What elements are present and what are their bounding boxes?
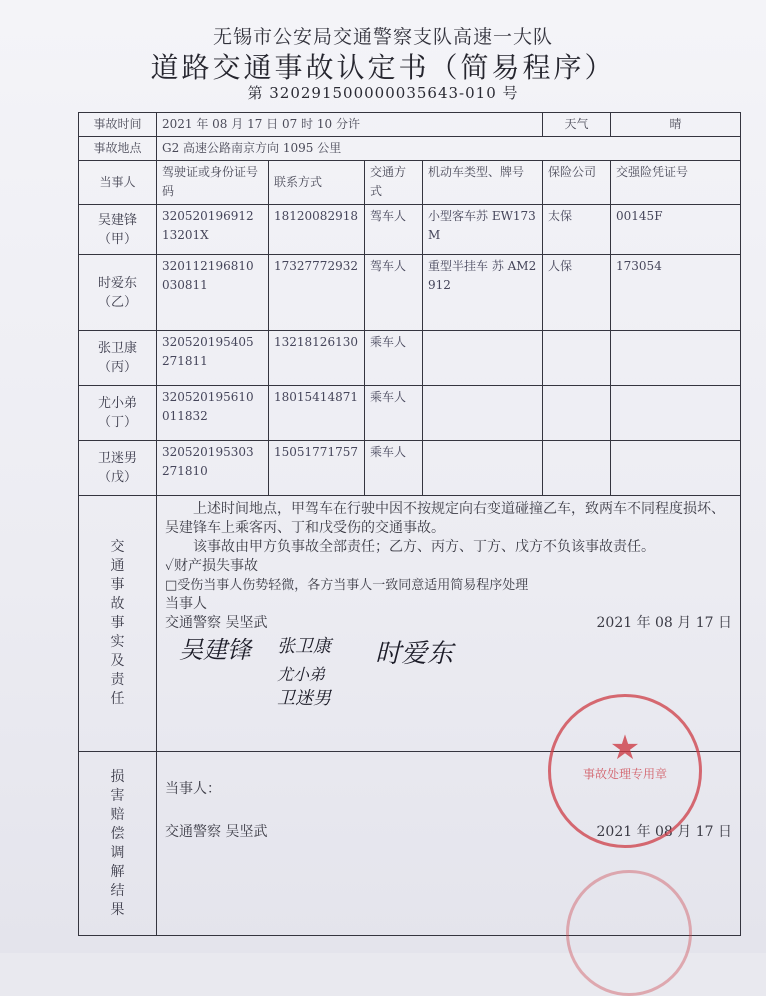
party-id: 320520195405 271811 bbox=[157, 331, 269, 386]
party-tag: （甲） bbox=[97, 231, 137, 247]
col-contact: 联系方式 bbox=[269, 161, 365, 205]
party-signature-label: 当事人 bbox=[165, 596, 207, 612]
col-mode: 交通方式 bbox=[365, 161, 423, 205]
partial-seal bbox=[566, 870, 692, 996]
facts-description: 上述时间地点，甲驾车在行驶中因不按规定向右变道碰撞乙车，致两车不同程度损坏、吴建锋车上乘客丙、丁和戊受伤的交通事故。 bbox=[165, 501, 725, 536]
party-tag: （乙） bbox=[97, 294, 137, 310]
party-mode: 乘车人 bbox=[365, 331, 423, 386]
party-tag: （丁） bbox=[97, 415, 137, 430]
facts-date: 2021 年 08 月 17 日 bbox=[596, 615, 733, 631]
party-name: 时爱东 bbox=[97, 275, 137, 291]
signature: 吴建锋 bbox=[179, 636, 251, 664]
party-insurer: 人保 bbox=[543, 255, 611, 331]
seal-star-icon: ★ bbox=[609, 728, 641, 768]
party-mode: 乘车人 bbox=[365, 441, 423, 496]
col-party: 当事人 bbox=[79, 161, 157, 205]
party-phone: 15051771757 bbox=[269, 441, 365, 496]
party-id: 320112196810 030811 bbox=[157, 255, 269, 331]
party-name: 尤小弟 bbox=[97, 396, 137, 411]
weather-value: 晴 bbox=[611, 113, 741, 137]
party-mode: 驾车人 bbox=[365, 255, 423, 331]
party-phone: 17327772932 bbox=[269, 255, 365, 331]
signature: 卫迷男 bbox=[277, 688, 331, 709]
party-id: 320520195610 011832 bbox=[157, 386, 269, 441]
party-policy: 00145F bbox=[611, 205, 741, 255]
party-id: 320520196912 13201X bbox=[157, 205, 269, 255]
compensation-officer: 交通警察 吴坚武 bbox=[165, 824, 268, 840]
party-name: 张卫康 bbox=[97, 341, 137, 356]
weather-label: 天气 bbox=[543, 113, 611, 137]
party-mode: 驾车人 bbox=[365, 205, 423, 255]
party-policy bbox=[611, 386, 741, 441]
col-insurer: 保险公司 bbox=[543, 161, 611, 205]
party-policy bbox=[611, 441, 741, 496]
party-policy bbox=[611, 331, 741, 386]
party-insurer: 太保 bbox=[543, 205, 611, 255]
party-vehicle bbox=[423, 441, 543, 496]
responsibility-statement: 该事故由甲方负事故全部责任；乙方、丙方、丁方、戊方不负该事故责任。 bbox=[193, 539, 655, 555]
facts-label: 交 通 事 故 事 实 及 责 任 bbox=[79, 496, 157, 752]
seal-text: 事故处理专用章 bbox=[582, 767, 667, 781]
column-header-row bbox=[79, 161, 741, 205]
accident-place-row bbox=[79, 137, 741, 161]
party-vehicle: 重型半挂车 苏 AM2912 bbox=[423, 255, 543, 331]
party-row bbox=[79, 205, 741, 255]
party-row bbox=[79, 255, 741, 331]
party-row bbox=[79, 386, 741, 441]
signature: 尤小弟 bbox=[277, 665, 326, 684]
party-name: 卫迷男 bbox=[97, 451, 137, 466]
party-vehicle bbox=[423, 331, 543, 386]
time-label: 事故时间 bbox=[79, 113, 157, 137]
party-mode: 乘车人 bbox=[365, 386, 423, 441]
signature: 张卫康 bbox=[277, 636, 331, 657]
party-policy: 173054 bbox=[611, 255, 741, 331]
party-phone: 18120082918 bbox=[269, 205, 365, 255]
minor-injury-checkbox: □受伤当事人伤势轻微，各方当事人一致同意适用简易程序处理 bbox=[165, 578, 529, 593]
issuing-authority: 无锡市公安局交通警察支队高速一大队 bbox=[212, 26, 553, 48]
party-tag: （丙） bbox=[97, 360, 137, 375]
party-row bbox=[79, 441, 741, 496]
place-value: G2 高速公路南京方向 1095 公里 bbox=[157, 137, 741, 161]
time-value: 2021 年 08 月 17 日 07 时 10 分许 bbox=[157, 113, 543, 137]
party-vehicle bbox=[423, 386, 543, 441]
party-vehicle: 小型客车苏 EW173M bbox=[423, 205, 543, 255]
party-name: 吴建锋 bbox=[97, 212, 137, 228]
party-phone: 18015414871 bbox=[269, 386, 365, 441]
col-policy: 交强险凭证号 bbox=[611, 161, 741, 205]
document-title: 道路交通事故认定书（简易程序） bbox=[150, 51, 616, 84]
compensation-date: 2021 年 08 月 17 日 bbox=[596, 824, 733, 840]
party-phone: 13218126130 bbox=[269, 331, 365, 386]
col-vehicle: 机动车类型、牌号 bbox=[423, 161, 543, 205]
party-insurer bbox=[543, 331, 611, 386]
officer-line: 交通警察 吴坚武 bbox=[165, 615, 268, 631]
place-label: 事故地点 bbox=[79, 137, 157, 161]
accident-time-row bbox=[79, 113, 741, 137]
document-number: 第 320291500000035643-010 号 bbox=[247, 84, 519, 102]
party-insurer bbox=[543, 386, 611, 441]
compensation-label: 损 害 赔 偿 调 解 结 果 bbox=[79, 752, 157, 936]
signature: 时爱东 bbox=[375, 639, 454, 669]
party-id: 320520195303 271810 bbox=[157, 441, 269, 496]
official-seal bbox=[548, 694, 702, 848]
party-row bbox=[79, 331, 741, 386]
party-tag: （戊） bbox=[97, 470, 137, 485]
col-license: 驾驶证或身份证号码 bbox=[157, 161, 269, 205]
party-insurer bbox=[543, 441, 611, 496]
compensation-party-label: 当事人： bbox=[165, 781, 221, 797]
property-loss-checkbox: ✓财产损失事故 bbox=[165, 558, 259, 574]
